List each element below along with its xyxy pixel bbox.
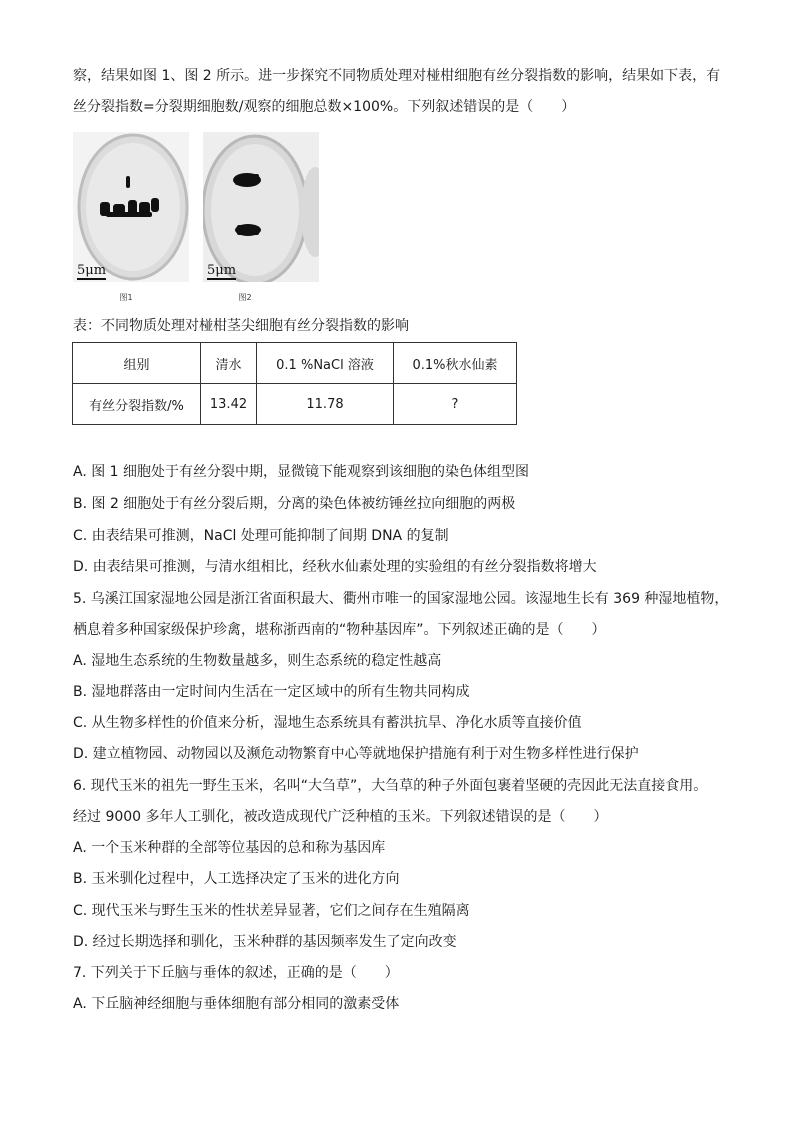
figure-1-scale-bar: 5μm <box>77 263 107 278</box>
q6-option-c: C. 现代玉米与野生玉米的性状差异显著，它们之间存在生殖隔离 <box>73 903 470 919</box>
table-cell: 11.78 <box>257 384 394 425</box>
table-header-cell: 0.1 %NaCl 溶液 <box>257 343 394 384</box>
q5-option-a: A. 湿地生态系统的生物数量越多，则生态系统的稳定性越高 <box>73 653 442 669</box>
q4-option-b: B. 图 2 细胞处于有丝分裂后期，分离的染色体被纺锤丝拉向细胞的两极 <box>73 496 516 512</box>
q6-option-a: A. 一个玉米种群的全部等位基因的总和称为基因库 <box>73 840 386 856</box>
q5-stem-line-1: 5. 乌溪江国家湿地公园是浙江省面积最大、衢州市唯一的国家湿地公园。该湿地生长有 369 种湿地植物， <box>73 591 729 607</box>
q5-stem-line-2: 栖息着多种国家级保护珍禽，堪称浙西南的“物种基因库”。下列叙述正确的是（ ） <box>73 622 606 638</box>
q4-option-d: D. 由表结果可推测，与清水组相比，经秋水仙素处理的实验组的有丝分裂指数将增大 <box>73 559 597 575</box>
q5-option-b: B. 湿地群落由一定时间内生活在一定区域中的所有生物共同构成 <box>73 684 470 700</box>
q6-stem-line-1: 6. 现代玉米的祖先一野生玉米，名叫“大刍草”，大刍草的种子外面包裹着坚硬的壳因此无法直接食用。 <box>73 778 708 794</box>
figure-1-label: 图1 <box>119 293 133 302</box>
q6-stem-line-2: 经过 9000 多年人工驯化，被改造成现代广泛种植的玉米。下列叙述错误的是（ ） <box>73 809 608 825</box>
intro-line-2: 丝分裂指数=分裂期细胞数/观察的细胞总数×100%。下列叙述错误的是（ ） <box>73 99 576 115</box>
figure-2-micrograph <box>203 132 319 282</box>
mitotic-index-table <box>72 342 517 425</box>
table-cell: 13.42 <box>201 384 257 425</box>
q5-option-c: C. 从生物多样性的价值来分析，湿地生态系统具有蓄洪抗旱、净化水质等直接价值 <box>73 715 582 731</box>
q7-stem: 7. 下列关于下丘脑与垂体的叙述，正确的是（ ） <box>73 965 399 981</box>
figure-2-scale-bar: 5μm <box>207 263 237 278</box>
table-header-cell: 清水 <box>201 343 257 384</box>
table-data-row <box>73 384 517 425</box>
figure-1-micrograph <box>73 132 189 282</box>
q4-option-c: C. 由表结果可推测，NaCl 处理可能抑制了间期 DNA 的复制 <box>73 528 449 544</box>
table-header-cell: 0.1%秋水仙素 <box>394 343 517 384</box>
table-cell: 有丝分裂指数/% <box>73 384 201 425</box>
table-header-row <box>73 343 517 384</box>
figure-2-label: 图2 <box>238 293 252 302</box>
q6-option-b: B. 玉米驯化过程中，人工选择决定了玉米的进化方向 <box>73 871 400 887</box>
table-caption: 表：不同物质处理对椪柑茎尖细胞有丝分裂指数的影响 <box>73 318 409 334</box>
q6-option-d: D. 经过长期选择和驯化，玉米种群的基因频率发生了定向改变 <box>73 934 457 950</box>
table-cell: ? <box>394 384 517 425</box>
intro-line-1: 察，结果如图 1、图 2 所示。进一步探究不同物质处理对椪柑细胞有丝分裂指数的影响，结果如下表，有 <box>73 68 721 84</box>
q5-option-d: D. 建立植物园、动物园以及濒危动物繁育中心等就地保护措施有利于对生物多样性进行保护 <box>73 746 639 762</box>
q4-option-a: A. 图 1 细胞处于有丝分裂中期，显微镜下能观察到该细胞的染色体组型图 <box>73 464 530 480</box>
q7-option-a: A. 下丘脑神经细胞与垂体细胞有部分相同的激素受体 <box>73 996 400 1012</box>
table-header-cell: 组别 <box>73 343 201 384</box>
